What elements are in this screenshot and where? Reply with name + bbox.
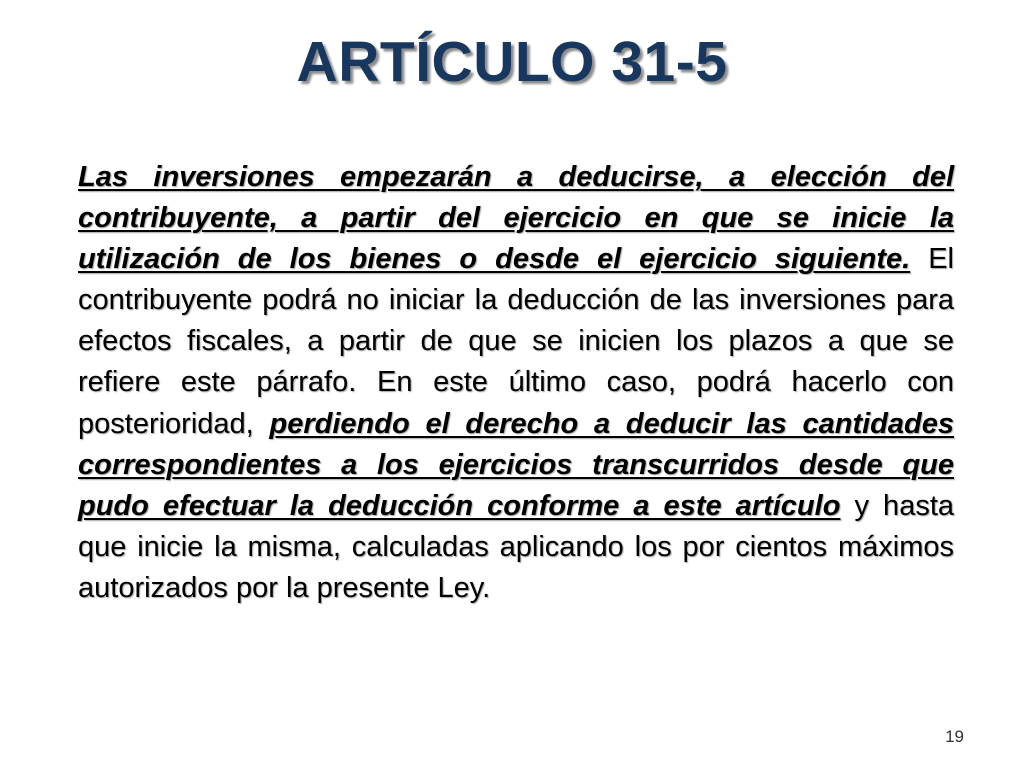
emphasized-text-loss-of-right: perdiendo el derecho a deducir las cantidades correspondientes a los ejercicios transcurridos desde que pudo efectuar la deducción conforme a este artículo bbox=[78, 407, 954, 522]
body-text-closing: y hasta que inicie la misma, calculadas aplicando los por cientos máximos autorizados por la presente Ley. bbox=[78, 489, 955, 604]
emphasized-text-start-of-deduction: Las inversiones empezarán a deducirse, a elección del contribuyente, a partir del ejercicio en que se inicie la utilización de los bienes o desde el ejercicio siguiente. bbox=[78, 161, 954, 276]
article-text bbox=[78, 157, 954, 609]
body-text-deferral: El contribuyente podrá no iniciar la deducción de las inversiones para efectos fiscales, a partir de que se inicien los plazos a que se refiere este párrafo. En este último caso, podrá hacerlo con posterioridad, bbox=[78, 243, 954, 440]
slide-title: ARTÍCULO 31-5 bbox=[296, 30, 728, 94]
slide-number: 19 bbox=[945, 727, 964, 746]
